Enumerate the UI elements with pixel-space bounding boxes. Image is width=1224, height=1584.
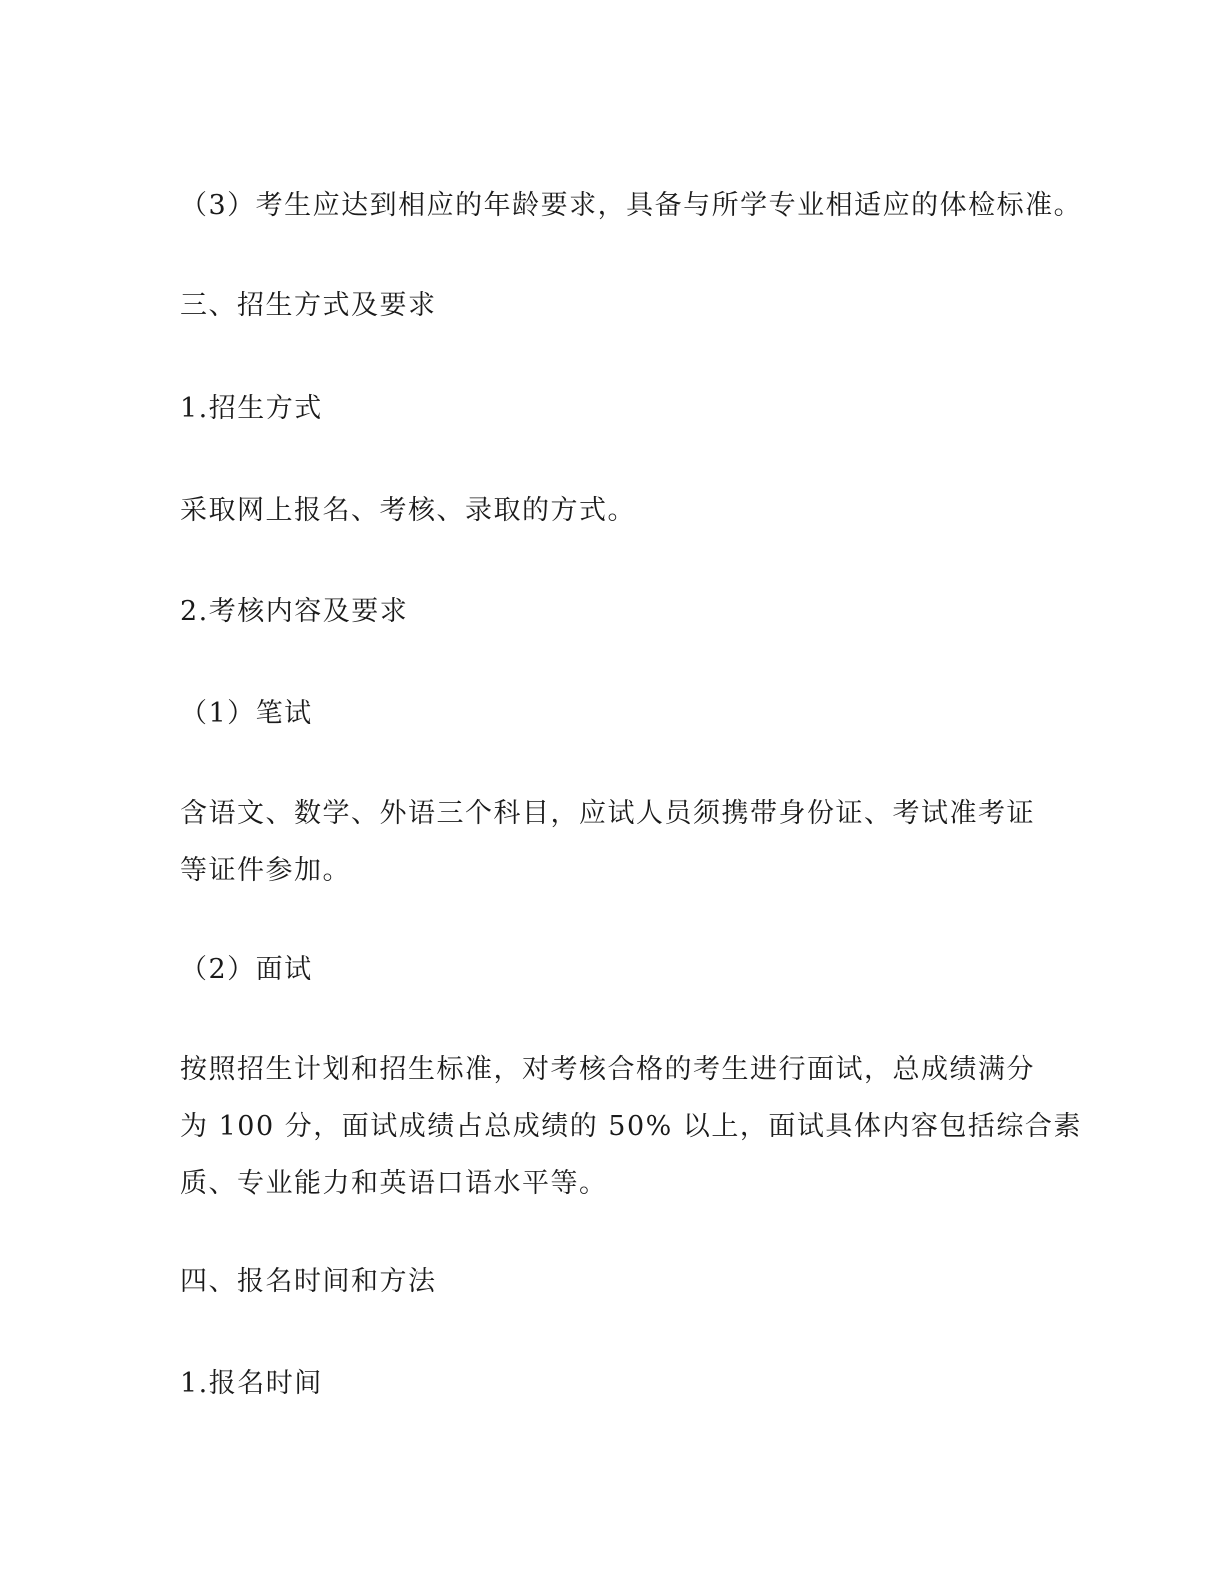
written-exam-line: 等证件参加。 [180,855,351,886]
section-three-heading: 三、招生方式及要求 [180,290,437,321]
interview-heading: （2）面试 [180,954,313,985]
age-requirement-item: （3）考生应达到相应的年龄要求，具备与所学专业相适应的体检标准。 [180,190,1083,221]
written-exam-paragraph [180,785,1035,899]
registration-time-heading: 1.报名时间 [180,1368,323,1399]
section-four-heading: 四、报名时间和方法 [180,1266,437,1297]
interview-paragraph [180,1041,1082,1212]
assessment-heading: 2.考核内容及要求 [180,596,409,627]
interview-line: 按照招生计划和招生标准，对考核合格的考生进行面试，总成绩满分 [180,1054,1035,1085]
enrollment-method-text: 采取网上报名、考核、录取的方式。 [180,495,636,526]
written-exam-line: 含语文、数学、外语三个科目，应试人员须携带身份证、考试准考证 [180,798,1035,829]
written-exam-heading: （1）笔试 [180,698,313,729]
interview-line: 为 100 分，面试成绩占总成绩的 50% 以上，面试具体内容包括综合素 [180,1111,1082,1142]
enrollment-method-heading: 1.招生方式 [180,393,323,424]
interview-line: 质、专业能力和英语口语水平等。 [180,1168,608,1199]
